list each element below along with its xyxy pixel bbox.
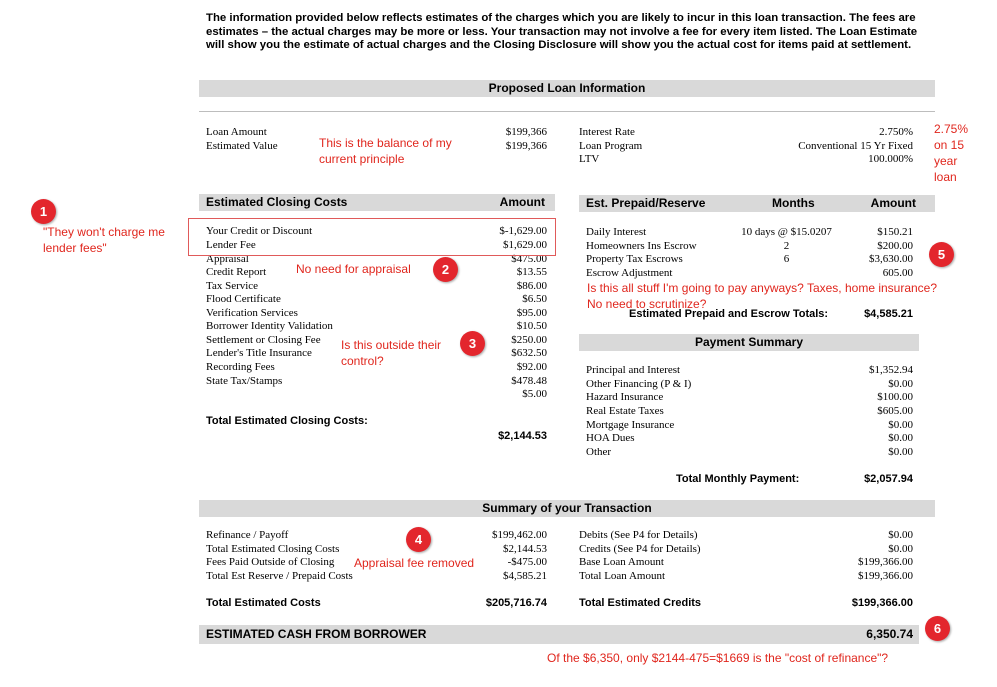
closing-item-value: $86.00 — [516, 280, 547, 292]
note6-text: Of the $6,350, only $2144-475=$1669 is the "cost of refinance"? — [547, 651, 889, 665]
closing-item-value: $250.00 — [511, 334, 547, 346]
note3-line1: Is this outside their — [341, 338, 442, 352]
divider — [199, 111, 935, 112]
ltv-value: 100.000% — [868, 153, 913, 165]
loan-amount-value: $199,366 — [505, 126, 547, 138]
proposed-loan-header — [199, 80, 935, 97]
loan-amount-label: Loan Amount — [206, 126, 267, 138]
note3-line2: control? — [341, 354, 384, 368]
transaction-summary-title: Summary of your Transaction — [482, 501, 652, 515]
note1-line1: "They won't charge me — [43, 225, 165, 239]
prepaid-amount-header: Amount — [870, 196, 916, 210]
transaction-item-value: $199,366.00 — [858, 570, 913, 582]
prepaid-total-value: $4,585.21 — [864, 308, 913, 320]
closing-item-value: $-1,629.00 — [499, 225, 547, 237]
closing-item-label: Your Credit or Discount — [206, 225, 313, 237]
closing-item-label: Lender Fee — [206, 239, 256, 251]
transaction-item-label: Total Loan Amount — [579, 570, 665, 582]
transaction-item-label: Refinance / Payoff — [206, 529, 289, 541]
transaction-item-value: -$475.00 — [507, 556, 547, 568]
total-estimated-costs-value: $205,716.74 — [485, 597, 547, 609]
payment-summary-header — [579, 334, 919, 351]
closing-item-value: $92.00 — [516, 361, 547, 373]
cash-from-borrower-bar — [199, 625, 919, 644]
note5-line1: Is this all stuff I'm going to pay anyways? Taxes, home insurance? — [587, 281, 938, 295]
transaction-item-value: $0.00 — [888, 543, 913, 555]
prepaid-item-value: 605.00 — [882, 267, 913, 279]
prepaid-item-value: $150.21 — [877, 226, 913, 238]
closing-item-label: Credit Report — [206, 266, 267, 278]
prepaid-total-label: Estimated Prepaid and Escrow Totals: — [629, 308, 829, 320]
transaction-item-label: Total Est Reserve / Prepaid Costs — [206, 570, 353, 582]
closing-item-value: $13.55 — [516, 266, 547, 278]
payment-item-label: HOA Dues — [586, 432, 635, 444]
transaction-item-value: $2,144.53 — [503, 543, 547, 555]
estimated-value-value: $199,366 — [505, 140, 547, 152]
prepaid-item-label: Escrow Adjustment — [586, 267, 673, 279]
closing-amount-header: Amount — [499, 195, 545, 209]
prepaid-item-months: 6 — [783, 253, 790, 265]
cash-from-borrower-label: ESTIMATED CASH FROM BORROWER — [206, 627, 427, 641]
payment-item-label: Other Financing (P & I) — [586, 378, 692, 390]
prepaid-item-label: Daily Interest — [586, 226, 647, 238]
closing-item-label: Recording Fees — [206, 361, 275, 373]
closing-item-label: Borrower Identity Validation — [206, 320, 333, 332]
interest-rate-label: Interest Rate — [579, 126, 635, 138]
closing-item-label: State Tax/Stamps — [206, 375, 283, 387]
closing-item-label: Lender's Title Insurance — [206, 347, 312, 359]
prepaid-months-header: Months — [772, 196, 815, 210]
cash-from-borrower-value: 6,350.74 — [866, 627, 913, 641]
note4-text: Appraisal fee removed — [354, 556, 475, 570]
total-estimated-credits-label: Total Estimated Credits — [579, 597, 702, 609]
rate-note-line1: 2.75% — [934, 122, 969, 136]
transaction-item-label: Base Loan Amount — [579, 556, 664, 568]
total-monthly-payment-value: $2,057.94 — [864, 473, 913, 485]
closing-item-value: $95.00 — [516, 307, 547, 319]
credit-lender-fee-highlight — [188, 218, 556, 256]
payment-item-label: Principal and Interest — [586, 364, 681, 376]
annotation-badge-2: 2 — [433, 257, 458, 282]
annotation-badge-5: 5 — [929, 242, 954, 267]
closing-item-value: $1,629.00 — [503, 239, 547, 251]
payment-item-value: $0.00 — [888, 419, 913, 431]
closing-item-value: $632.50 — [511, 347, 547, 359]
transaction-item-value: $199,462.00 — [492, 529, 547, 541]
closing-item-label: Tax Service — [206, 280, 259, 292]
note2-text: No need for appraisal — [296, 262, 411, 276]
payment-item-value: $1,352.94 — [869, 364, 913, 376]
prepaid-title: Est. Prepaid/Reserve — [586, 196, 706, 210]
transaction-item-value: $199,366.00 — [858, 556, 913, 568]
transaction-item-value: $0.00 — [888, 529, 913, 541]
closing-item-value: $475.00 — [511, 253, 547, 265]
total-estimated-credits-value: $199,366.00 — [851, 597, 913, 609]
loan-program-label: Loan Program — [579, 140, 643, 152]
payment-item-value: $0.00 — [888, 432, 913, 444]
loan-program-value: Conventional 15 Yr Fixed — [798, 140, 913, 152]
ltv-label: LTV — [579, 153, 600, 165]
closing-costs-header — [199, 194, 555, 211]
payment-item-value: $605.00 — [877, 405, 913, 417]
annotation-badge-4: 4 — [406, 527, 431, 552]
closing-costs-title: Estimated Closing Costs — [206, 195, 348, 209]
balance-note-line1: This is the balance of my — [319, 136, 452, 150]
prepaid-item-label: Property Tax Escrows — [586, 253, 683, 265]
transaction-item-label: Total Estimated Closing Costs — [206, 543, 340, 555]
balance-note-line2: current principle — [319, 152, 405, 166]
prepaid-item-months: 10 days @ $15.0207 — [741, 226, 832, 238]
payment-item-label: Other — [586, 446, 612, 458]
total-estimated-costs-label: Total Estimated Costs — [206, 597, 321, 609]
closing-item-value: $6.50 — [522, 293, 547, 305]
transaction-summary-header — [199, 500, 935, 517]
payment-item-label: Hazard Insurance — [586, 391, 664, 403]
annotation-badge-1: 1 — [31, 199, 56, 224]
payment-item-value: $0.00 — [888, 378, 913, 390]
closing-item-value: $10.50 — [516, 320, 547, 332]
closing-item-value: $5.00 — [522, 388, 547, 400]
payment-item-value: $0.00 — [888, 446, 913, 458]
total-closing-costs-value: $2,144.53 — [498, 430, 547, 442]
note5-line2: No need to scrutinize? — [587, 297, 707, 311]
total-closing-costs-label: Total Estimated Closing Costs: — [206, 415, 368, 427]
note1-line2: lender fees" — [43, 241, 107, 255]
payment-item-label: Real Estate Taxes — [586, 405, 664, 417]
interest-rate-value: 2.750% — [879, 126, 913, 138]
prepaid-item-months: 2 — [783, 240, 790, 252]
closing-item-label: Appraisal — [206, 253, 249, 265]
total-monthly-payment-label: Total Monthly Payment: — [676, 473, 800, 485]
rate-note-line2: on 15 — [934, 138, 965, 152]
payment-item-label: Mortgage Insurance — [586, 419, 675, 431]
prepaid-item-label: Homeowners Ins Escrow — [586, 240, 697, 252]
rate-note-line3: year — [934, 154, 958, 168]
proposed-loan-title: Proposed Loan Information — [488, 81, 646, 95]
payment-item-value: $100.00 — [877, 391, 913, 403]
transaction-item-label: Credits (See P4 for Details) — [579, 543, 701, 555]
transaction-item-value: $4,585.21 — [503, 570, 547, 582]
transaction-item-label: Fees Paid Outside of Closing — [206, 556, 335, 568]
closing-item-label: Flood Certificate — [206, 293, 281, 305]
annotation-badge-3: 3 — [460, 331, 485, 356]
closing-item-label: Settlement or Closing Fee — [206, 334, 321, 346]
closing-item-label: Verification Services — [206, 307, 298, 319]
prepaid-item-value: $200.00 — [877, 240, 913, 252]
prepaid-header — [579, 195, 935, 212]
intro-paragraph: The information provided below reflects estimates of the charges which you are likely to incur in this loan transaction. The fees are estimates – the actual charges may be more or less. Your transaction may not involve a fee for every item listed. The Loan Estimate will show you the estimate of actual charges and the Closing Disclosure will show you the actual cost for items paid at settlement. — [206, 12, 918, 51]
annotation-badge-6: 6 — [925, 616, 950, 641]
prepaid-item-value: $3,630.00 — [869, 253, 913, 265]
closing-item-value: $478.48 — [511, 375, 547, 387]
payment-summary-title: Payment Summary — [694, 335, 804, 349]
rate-note-line4: loan — [934, 170, 957, 184]
transaction-item-label: Debits (See P4 for Details) — [579, 529, 698, 541]
estimated-value-label: Estimated Value — [206, 140, 278, 152]
